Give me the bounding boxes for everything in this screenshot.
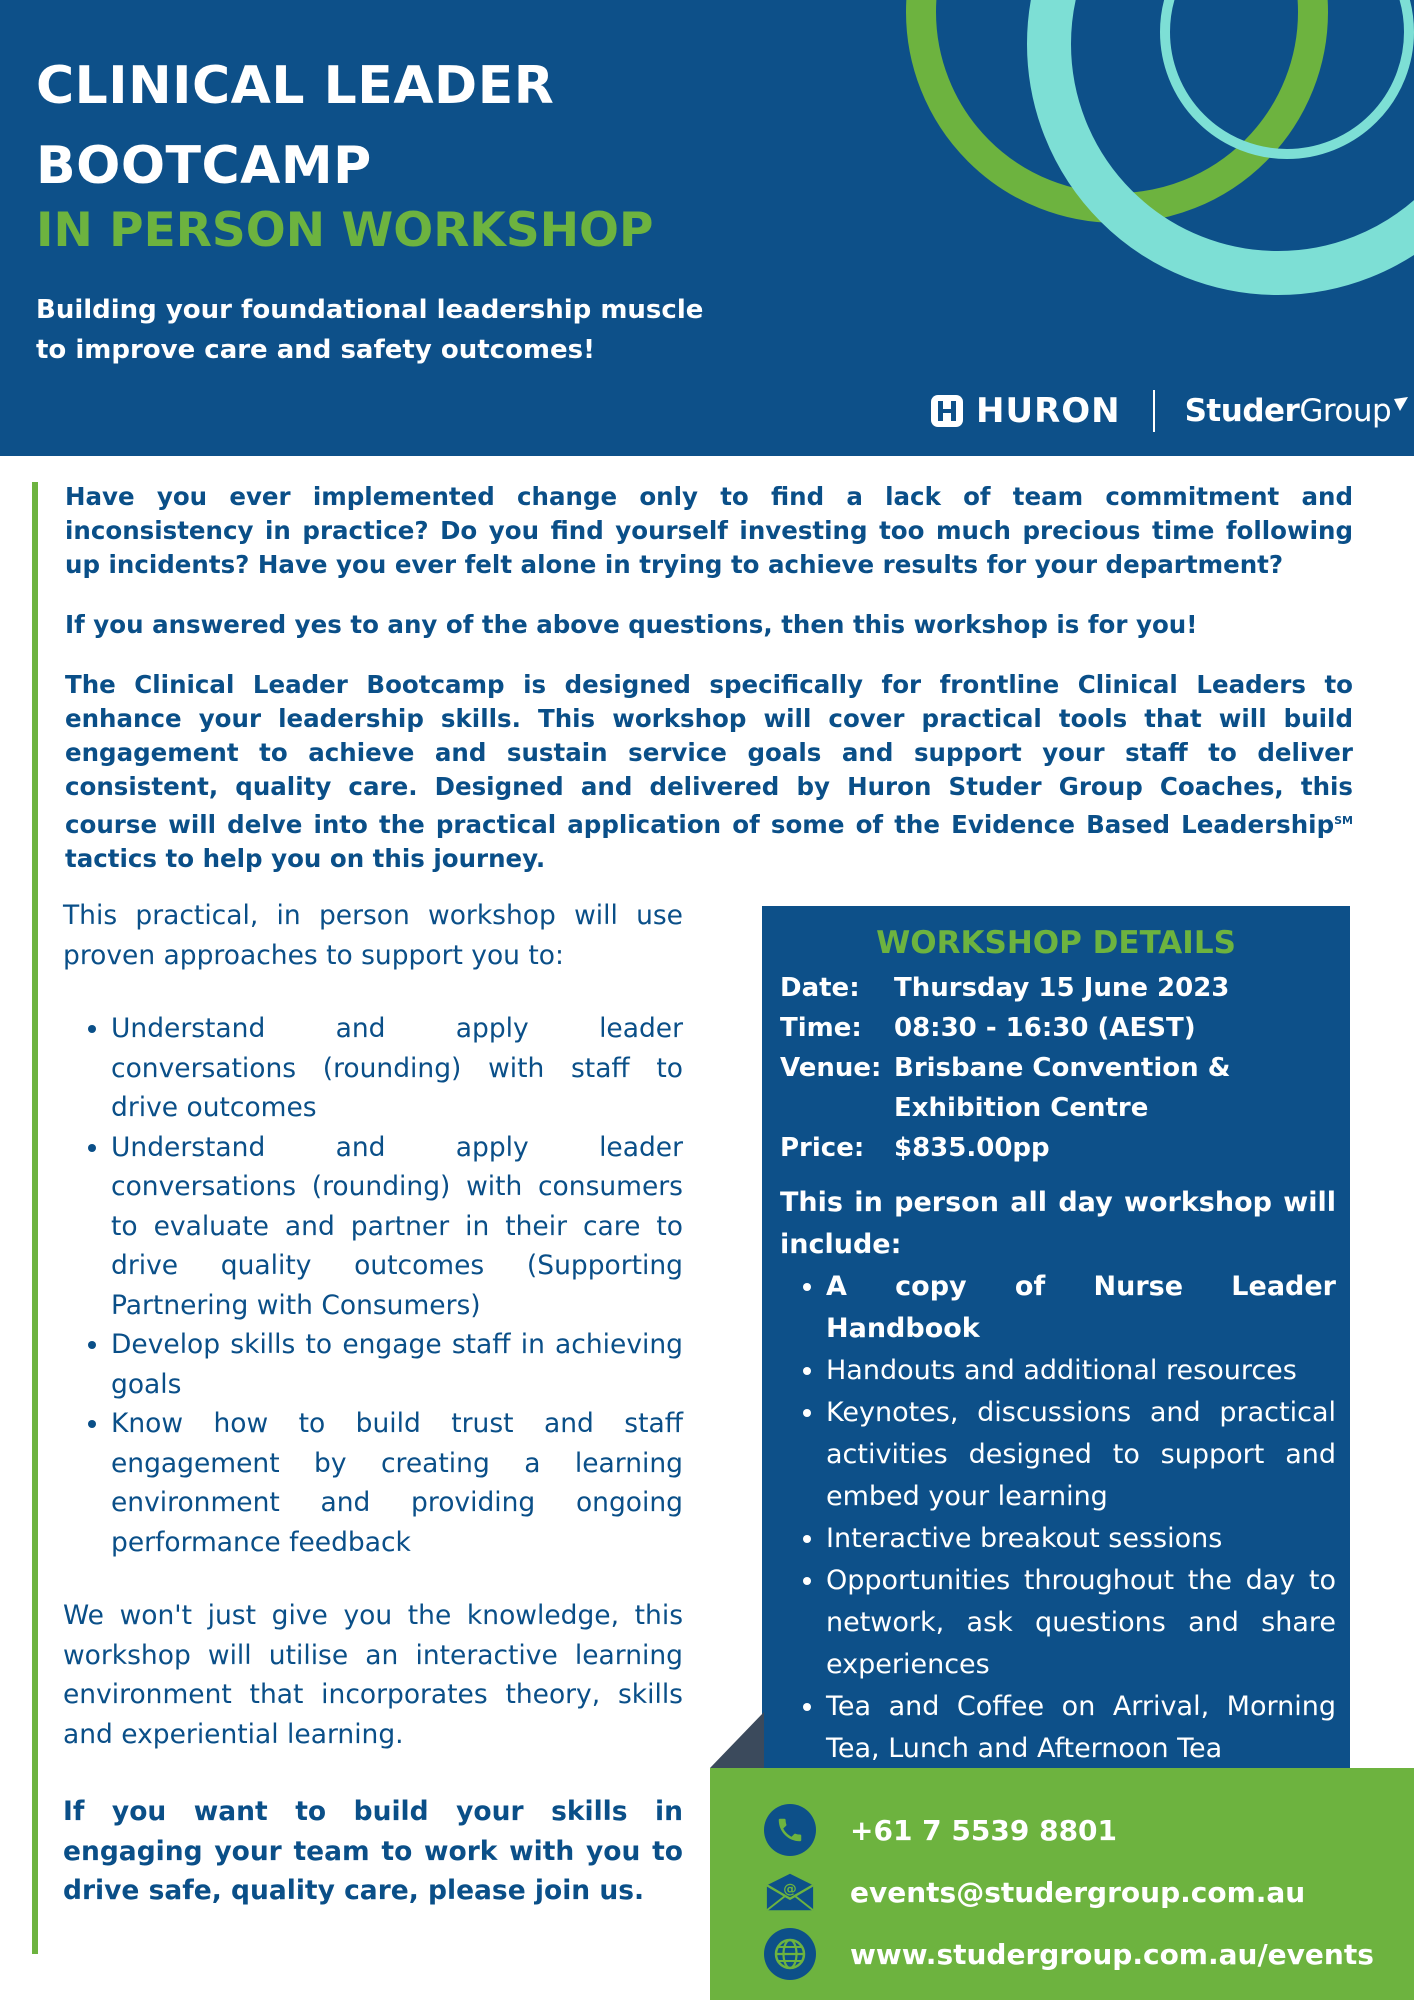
page-title [36, 46, 554, 206]
web-row[interactable] [764, 1928, 1374, 1980]
page-subtitle: IN PERSON WORKSHOP [36, 203, 654, 258]
phone-number[interactable]: +61 7 5539 8801 [850, 1813, 1118, 1847]
list-item: • Understand and apply leader conversations (rounding) with staff to drive outcomes [111, 1009, 683, 1128]
intro-call-out: If you answered yes to any of the above questions, then this workshop is for you! [65, 610, 1198, 639]
tagline [36, 290, 796, 370]
includes-section [780, 1182, 1336, 1812]
globe-icon [764, 1928, 816, 1980]
website-link[interactable]: www.studergroup.com.au/events [850, 1937, 1374, 1971]
svg-text:@: @ [783, 1880, 797, 1897]
intro-section [65, 480, 1353, 902]
studer-logo-light: Group [1299, 393, 1392, 429]
date-value: Thursday 15 June 2023 [894, 973, 1230, 1003]
phone-row[interactable] [764, 1804, 1117, 1856]
list-item: • Interactive breakout sessions [826, 1518, 1336, 1560]
closing-invitation: If you want to build your skills in engaging your team to work with you to drive safe, quality care, please join us. [63, 1796, 683, 1906]
list-item: • A copy of Nurse Leader Handbook [826, 1266, 1336, 1350]
header-banner [0, 0, 1414, 456]
list-item: • Opportunities throughout the day to network, ask questions and share experiences [826, 1560, 1336, 1686]
intro-description [65, 668, 1353, 876]
outcomes-list [63, 1009, 683, 1562]
venue-value-line-2: Exhibition Centre [894, 1093, 1149, 1123]
time-row [780, 1008, 1196, 1048]
list-item: • Keynotes, discussions and practical activities designed to support and embed your learning [826, 1392, 1336, 1518]
tagline-line-2: to improve care and safety outcomes! [36, 335, 595, 365]
partner-logos [930, 386, 1409, 436]
studer-swoosh-icon [1393, 396, 1409, 412]
time-value: 08:30 - 16:30 (AEST) [894, 1013, 1196, 1043]
corner-tab [710, 1712, 764, 1768]
includes-lead: This in person all day workshop will include: [780, 1187, 1336, 1260]
includes-list [780, 1266, 1336, 1812]
intro-questions: Have you ever implemented change only to find a lack of team commitment and inconsistency in practice? Do you find yourself investing too much precious time following up incidents? Have you ever felt alone in trying to achieve results for your department? [65, 482, 1353, 579]
list-item: • Understand and apply leader conversations (rounding) with consumers to evaluate and partner in their care to drive quality outcomes (Supporting Partnering with Consumers) [111, 1128, 683, 1326]
intro-description-text: The Clinical Leader Bootcamp is designed specifically for frontline Clinical Leaders to enhance your leadership skills. This workshop will cover practical tools that will build engagement to achieve and sustain service goals and support your staff to deliver consistent, quality care. Designed and delivered by Huron Studer Group Coaches, this course will delve into the practical application of some of the Evidence Based Leadership [65, 670, 1353, 840]
workshop-details-box [762, 906, 1350, 1770]
title-line-1: CLINICAL LEADER [36, 56, 555, 116]
venue-row [780, 1048, 1230, 1128]
time-label: Time: [780, 1013, 862, 1043]
list-item: • Know how to build trust and staff engagement by creating a learning environment and providing ongoing performance feedback [111, 1404, 683, 1562]
studer-group-logo [1185, 393, 1392, 429]
list-item: • Handouts and additional resources [826, 1350, 1336, 1392]
logo-divider [1153, 390, 1155, 432]
date-row [780, 968, 1229, 1008]
outcomes-lead: This practical, in person workshop will use proven approaches to support you to: [63, 900, 683, 971]
huron-logo-text: HURON [976, 391, 1121, 431]
intro-description-end: tactics to help you on this journey. [65, 844, 546, 874]
list-item: • Tea and Coffee on Arrival, Morning Tea, Lunch and Afternoon Tea [826, 1686, 1336, 1770]
tagline-line-1: Building your foundational leadership muscle [36, 295, 704, 325]
venue-label: Venue: [780, 1053, 882, 1083]
price-label: Price: [780, 1133, 865, 1163]
price-row [780, 1128, 1050, 1168]
contact-bar [710, 1768, 1414, 2000]
phone-icon [764, 1804, 816, 1856]
huron-logo-icon [930, 394, 964, 428]
details-heading: WORKSHOP DETAILS [876, 925, 1236, 961]
email-link[interactable]: events@studergroup.com.au [850, 1875, 1306, 1909]
venue-value-line-1: Brisbane Convention & [894, 1053, 1231, 1083]
envelope-icon [764, 1866, 816, 1918]
title-line-2: BOOTCAMP [36, 136, 372, 196]
list-item: • Develop skills to engage staff in achieving goals [111, 1325, 683, 1404]
green-accent-bar [32, 482, 38, 1954]
learning-environment-text: We won't just give you the knowledge, this workshop will utilise an interactive learning environment that incorporates theory, skills and experiential learning. [63, 1600, 683, 1750]
service-mark: SM [1334, 814, 1353, 827]
price-value: $835.00pp [894, 1133, 1050, 1163]
studer-logo-bold: Studer [1184, 393, 1300, 429]
date-label: Date: [780, 973, 860, 1003]
email-row[interactable] [764, 1866, 1305, 1918]
workshop-outcomes [63, 896, 683, 1911]
